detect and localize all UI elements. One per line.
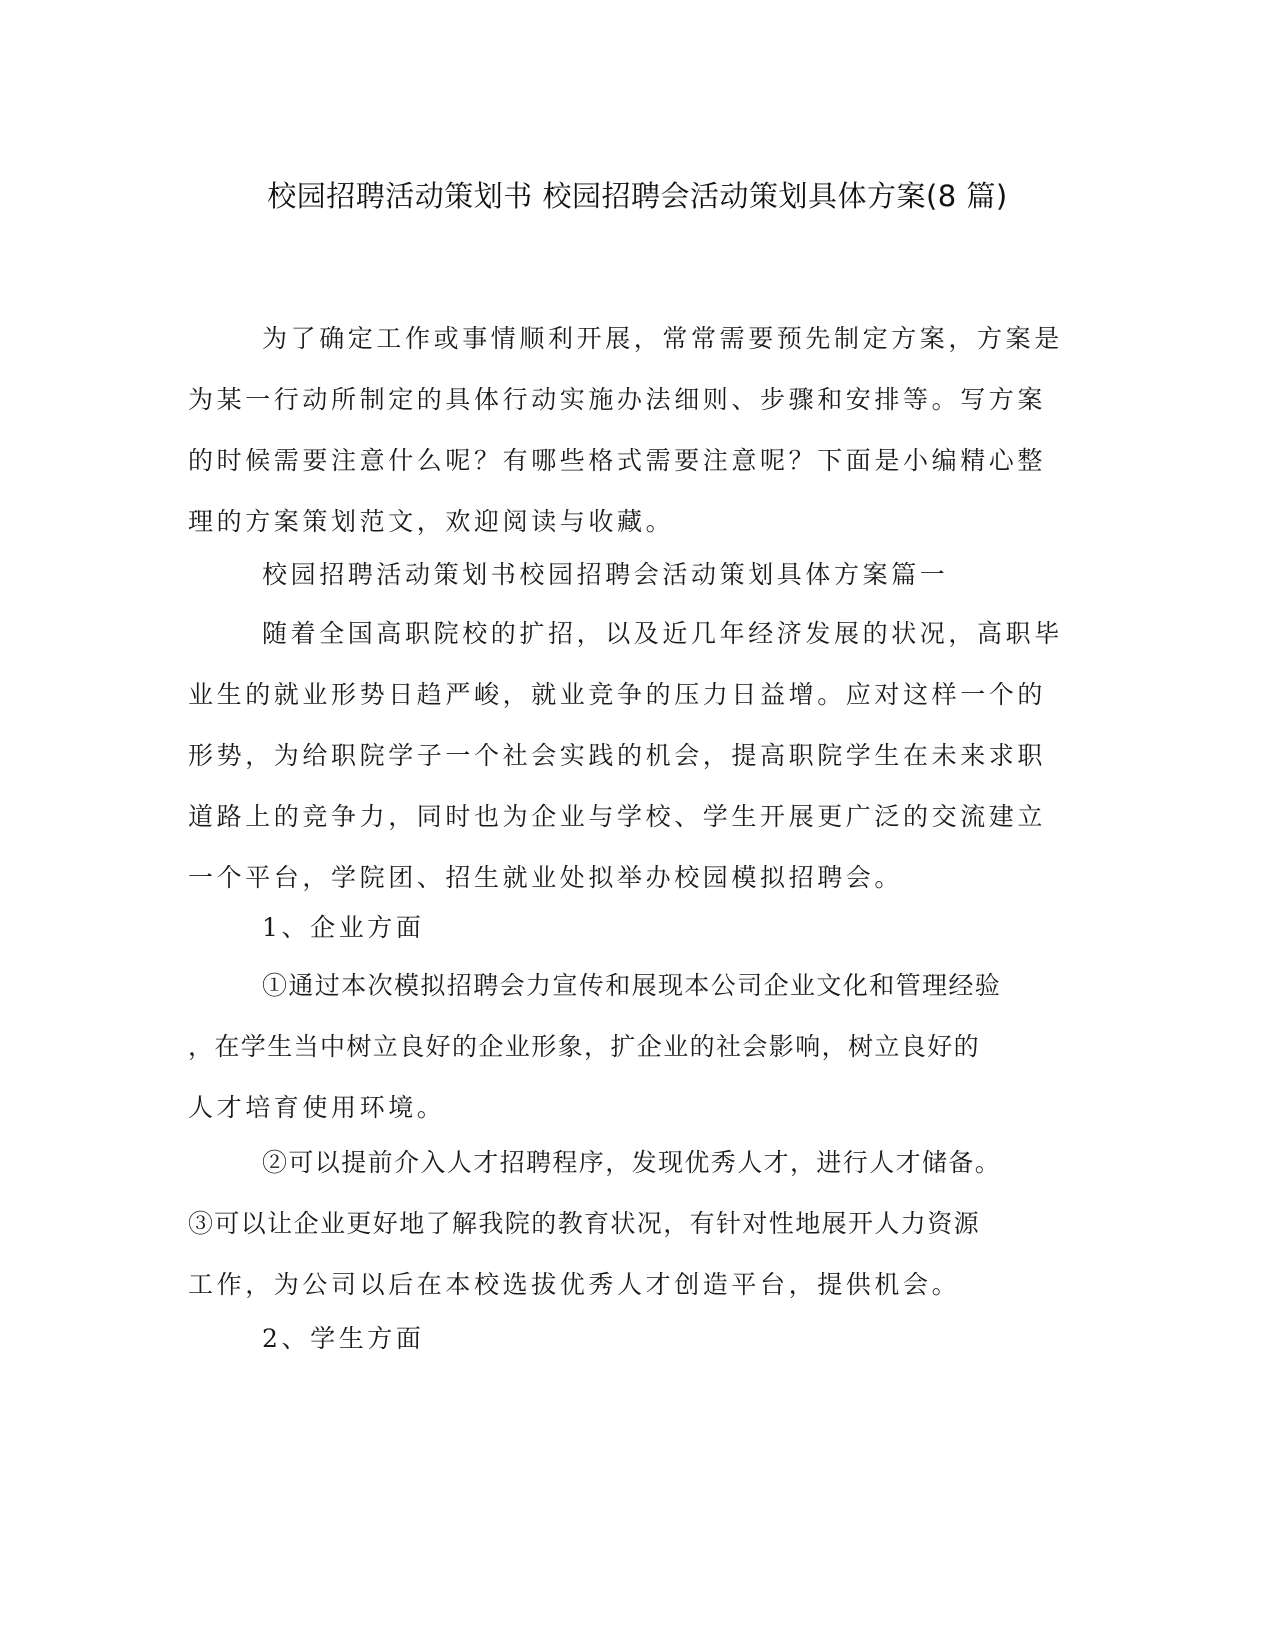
text-line: 道路上的竞争力，同时也为企业与学校、学生开展更广泛的交流建立 (188, 802, 1047, 831)
subheading-enterprise (188, 897, 1078, 958)
paragraph-background (188, 603, 1078, 908)
section-heading: 校园招聘活动策划书校园招聘会活动策划具体方案篇一 (262, 560, 949, 589)
paragraph-enterprise-2 (188, 1132, 1078, 1315)
document-body (188, 308, 1078, 552)
text-line: 为某一行动所制定的具体行动实施办法细则、步骤和安排等。写方案 (188, 385, 1047, 414)
text-line: ，在学生当中树立良好的企业形象，扩企业的社会影响，树立良好的 (188, 1032, 981, 1061)
text-line: 业生的就业形势日趋严峻，就业竞争的压力日益增。应对这样一个的 (188, 680, 1047, 709)
text-line: 理的方案策划范文，欢迎阅读与收藏。 (188, 507, 675, 536)
text-line: 为了确定工作或事情顺利开展，常常需要预先制定方案，方案是 (262, 324, 1063, 353)
list-heading: 1、企业方面 (262, 913, 425, 942)
text-line: 随着全国高职院校的扩招，以及近几年经济发展的状况，高职毕 (262, 619, 1063, 648)
text-line: 形势，为给职院学子一个社会实践的机会，提高职院学生在未来求职 (188, 741, 1047, 770)
text-line: 一个平台，学院团、招生就业处拟举办校园模拟招聘会。 (188, 863, 904, 892)
text-line: ②可以提前介入人才招聘程序，发现优秀人才，进行人才储备。 (262, 1148, 1002, 1177)
subheading-students (188, 1308, 1078, 1369)
text-line: 的时候需要注意什么呢？有哪些格式需要注意呢？下面是小编精心整 (188, 446, 1047, 475)
text-line: ③可以让企业更好地了解我院的教育状况，有针对性地展开人力资源 (188, 1209, 981, 1238)
text-line: ①通过本次模拟招聘会力宣传和展现本公司企业文化和管理经验 (262, 971, 1002, 1000)
text-line: 工作，为公司以后在本校选拔优秀人才创造平台，提供机会。 (188, 1270, 961, 1299)
text-line: 人才培育使用环境。 (188, 1093, 446, 1122)
section-heading-1 (188, 544, 1078, 605)
paragraph-enterprise-1 (188, 955, 1078, 1138)
document-title: 校园招聘活动策划书 校园招聘会活动策划具体方案(8 篇) (267, 179, 1008, 213)
list-heading: 2、学生方面 (262, 1324, 425, 1353)
